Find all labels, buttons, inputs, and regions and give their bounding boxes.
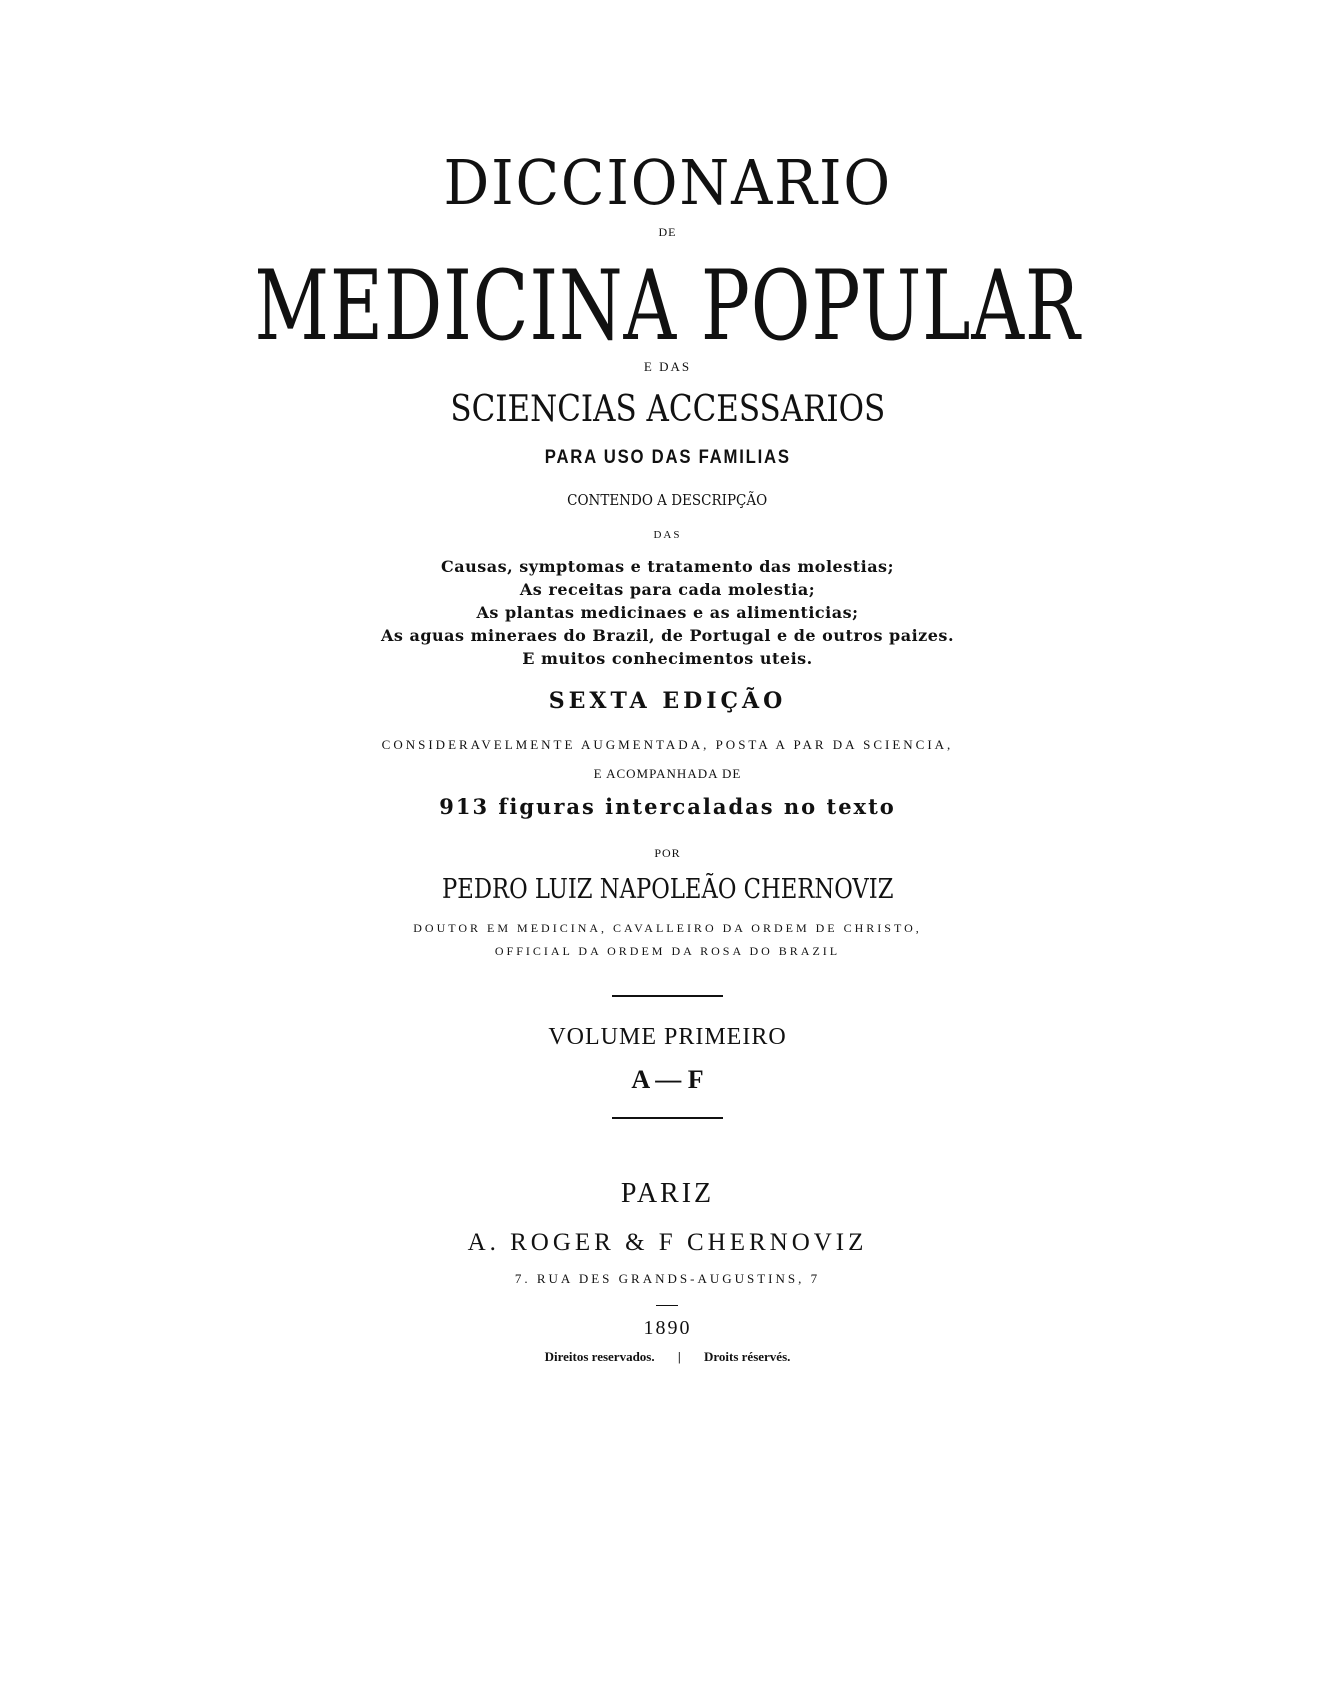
rights-fr: Droits réservés. xyxy=(703,1349,791,1364)
volume: VOLUME PRIMEIRO xyxy=(548,1024,787,1050)
address: 7. RUA DES GRANDS-AUGUSTINS, 7 xyxy=(514,1271,821,1286)
rights-pt: Direitos reservados. xyxy=(544,1349,655,1364)
title-main-line xyxy=(0,146,1335,219)
author-line xyxy=(0,876,1335,903)
conj-de: DE xyxy=(658,225,677,239)
conj-e-das: E DAS xyxy=(643,359,692,374)
edition-note-1: CONSIDERAVELMENTE AUGMENTADA, POSTA A PAR DA SCIENCIA, xyxy=(381,737,954,752)
rule-lower xyxy=(612,1117,723,1119)
edition: SEXTA EDIÇÃO xyxy=(548,688,787,714)
author-title-2: OFFICIAL DA ORDEM DA ROSA DO BRAZIL xyxy=(494,944,841,958)
author-title-1: DOUTOR EM MEDICINA, CAVALLEIRO DA ORDEM DE CHRISTO, xyxy=(413,921,922,935)
publisher: A. ROGER & F CHERNOVIZ xyxy=(467,1229,868,1256)
purpose-line xyxy=(0,448,1335,467)
author: PEDRO LUIZ NAPOLEÃO CHERNOVIZ xyxy=(441,874,894,905)
contents-line-1: Causas, symptomas e tratamento das molestias; xyxy=(441,557,894,576)
volume-range: A — F xyxy=(631,1065,704,1094)
contents-line-3: As plantas medicinaes e as alimenticias; xyxy=(476,603,859,622)
city: PARIZ xyxy=(620,1178,715,1209)
title-third-line xyxy=(0,389,1335,430)
title-sub-line xyxy=(0,250,1335,362)
edition-note-2: E ACOMPANHADA DE xyxy=(593,766,742,781)
rights-line xyxy=(0,1350,1335,1363)
year: 1890 xyxy=(643,1317,692,1339)
title-third: SCIENCIAS ACCESSARIOS xyxy=(450,389,885,430)
conj-das: DAS xyxy=(653,529,682,541)
purpose: PARA USO DAS FAMILIAS xyxy=(544,447,791,468)
contents-line-2: As receitas para cada molestia; xyxy=(519,580,816,599)
title-main: DICCIONARIO xyxy=(443,146,892,219)
figures: 913 figuras intercaladas no texto xyxy=(439,794,896,819)
contents-line-4: As aguas mineraes do Brazil, de Portugal e de outros paizes. xyxy=(380,626,955,645)
contains-line xyxy=(0,493,1335,509)
contents-line-5: E muitos conhecimentos uteis. xyxy=(522,649,813,668)
por: POR xyxy=(654,846,681,860)
rule-upper xyxy=(612,995,723,997)
title-sub: MEDICINA POPULAR xyxy=(254,250,1081,362)
contains: CONTENDO A DESCRIPÇÃO xyxy=(567,491,768,509)
rule-dash xyxy=(656,1305,678,1306)
rights-separator: | xyxy=(677,1349,681,1364)
